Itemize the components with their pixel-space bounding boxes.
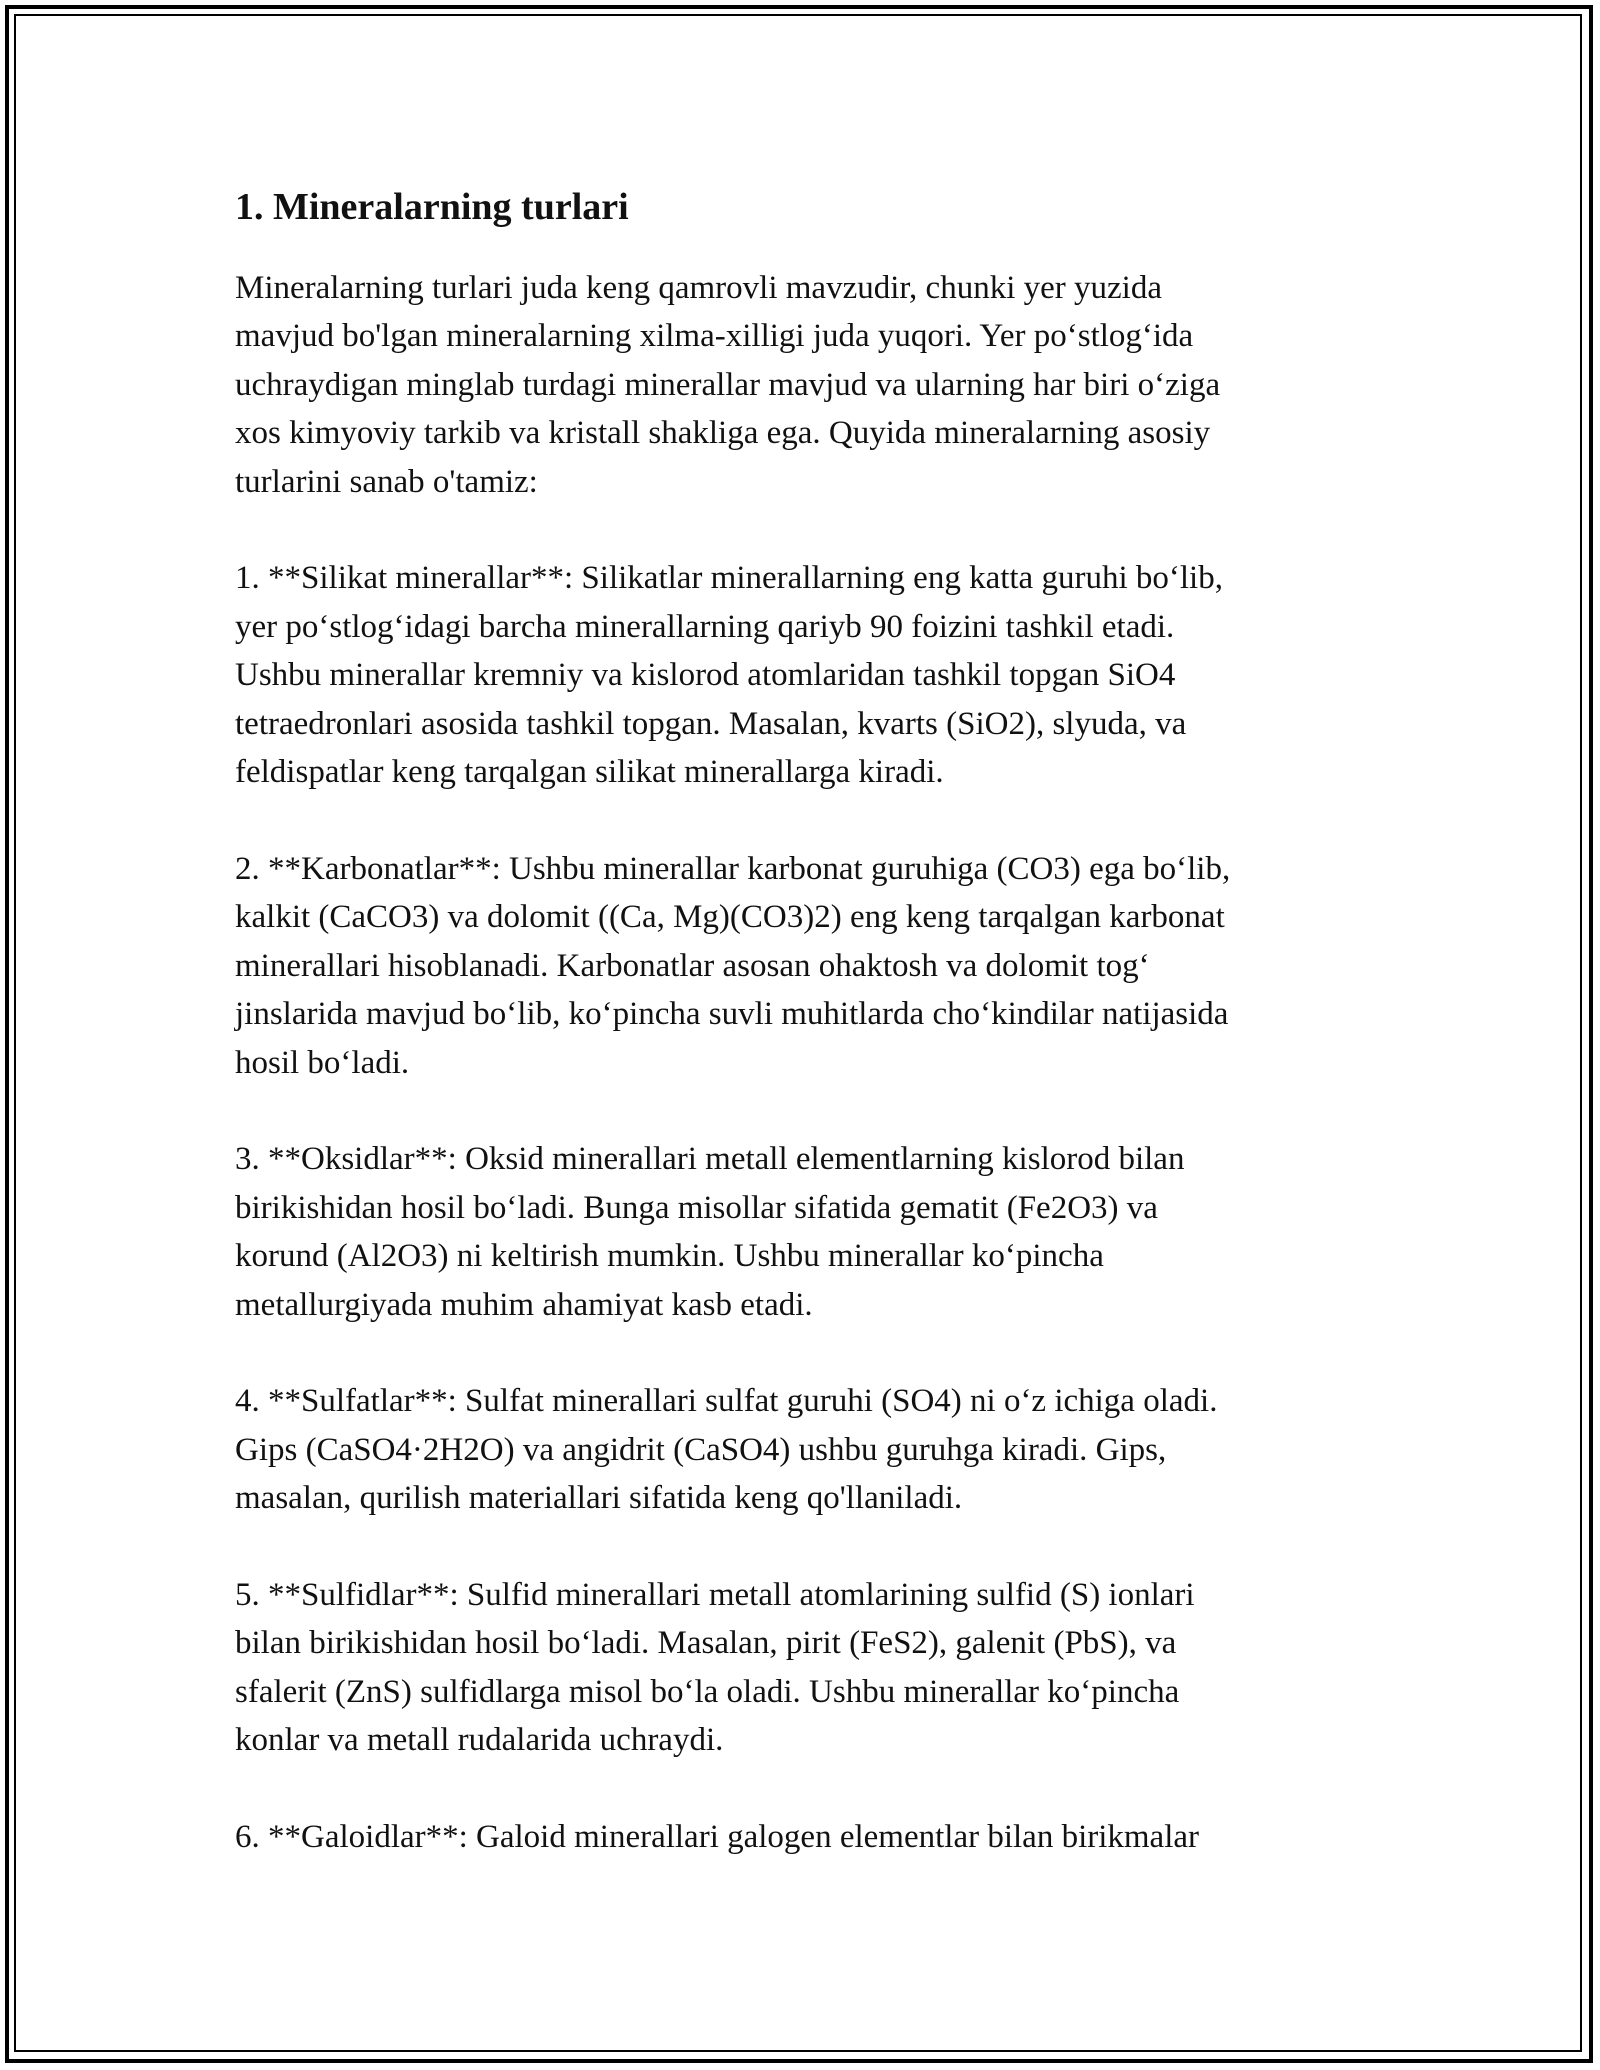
- oksid-paragraph: 3. **Oksidlar**: Oksid minerallari metall elementlarning kislorod bilan birikishidan hosil bo‘ladi. Bunga misollar sifatida gematit (Fe2O3) va korund (Al2O3) ni keltirish mumkin. Ushbu minerallar ko‘pincha metallurgiyada muhim ahamiyat kasb etadi.: [235, 1141, 1185, 1323]
- sulfat-paragraph: 4. **Sulfatlar**: Sulfat minerallari sulfat guruhi (SO4) ni o‘z ichiga oladi. Gips (CaSO4·2H2O) va angidrit (CaSO4) ushbu guruhga kiradi. Gips, masalan, qurilish materiallari sifatida keng qo'llaniladi.: [235, 1383, 1218, 1516]
- karbonat-paragraph: 2. **Karbonatlar**: Ushbu minerallar karbonat guruhiga (CO3) ega bo‘lib, kalkit (CaCO3) va dolomit ((Ca, Mg)(CO3)2) eng keng tarqalgan karbonat minerallari hisoblanadi. Karbonatlar asosan ohaktosh va dolomit tog‘ jinslarida mavjud bo‘lib, ko‘pincha suvli muhitlarda cho‘kindilar natijasida hosil bo‘ladi.: [235, 850, 1231, 1081]
- sulfid-paragraph: 5. **Sulfidlar**: Sulfid minerallari metall atomlarining sulfid (S) ionlari bilan birikishidan hosil bo‘ladi. Masalan, pirit (FeS2), galenit (PbS), va sfalerit (ZnS) sulfidlarga misol bo‘la oladi. Ushbu minerallar ko‘pincha konlar va metall rudalarida uchraydi.: [235, 1576, 1195, 1758]
- document-body: [235, 184, 1355, 1909]
- intro-paragraph: Mineralarning turlari juda keng qamrovli mavzudir, chunki yer yuzida mavjud bo'lgan mineralarning xilma-xilligi juda yuqori. Yer po‘stlog‘ida uchraydigan minglab turdagi minerallar mavjud va ularning har biri o‘ziga xos kimyoviy tarkib va kristall shakliga ega. Quyida mineralarning asosiy turlarini sanab o'tamiz:: [235, 269, 1221, 500]
- silikat-paragraph: 1. **Silikat minerallar**: Silikatlar minerallarning eng katta guruhi bo‘lib, yer po‘stlog‘idagi barcha minerallarning qariyb 90 foizini tashkil etadi. Ushbu minerallar kremniy va kislorod atomlaridan tashkil topgan SiO4 tetraedronlari asosida tashkil topgan. Masalan, kvarts (SiO2), slyuda, va feldispatlar keng tarqalgan silikat minerallarga kiradi.: [235, 560, 1223, 790]
- section-heading: 1. Mineralarning turlari: [235, 186, 629, 228]
- galoid-paragraph: 6. **Galoidlar**: Galoid minerallari galogen elementlar bilan birikmalar: [235, 1818, 1200, 1855]
